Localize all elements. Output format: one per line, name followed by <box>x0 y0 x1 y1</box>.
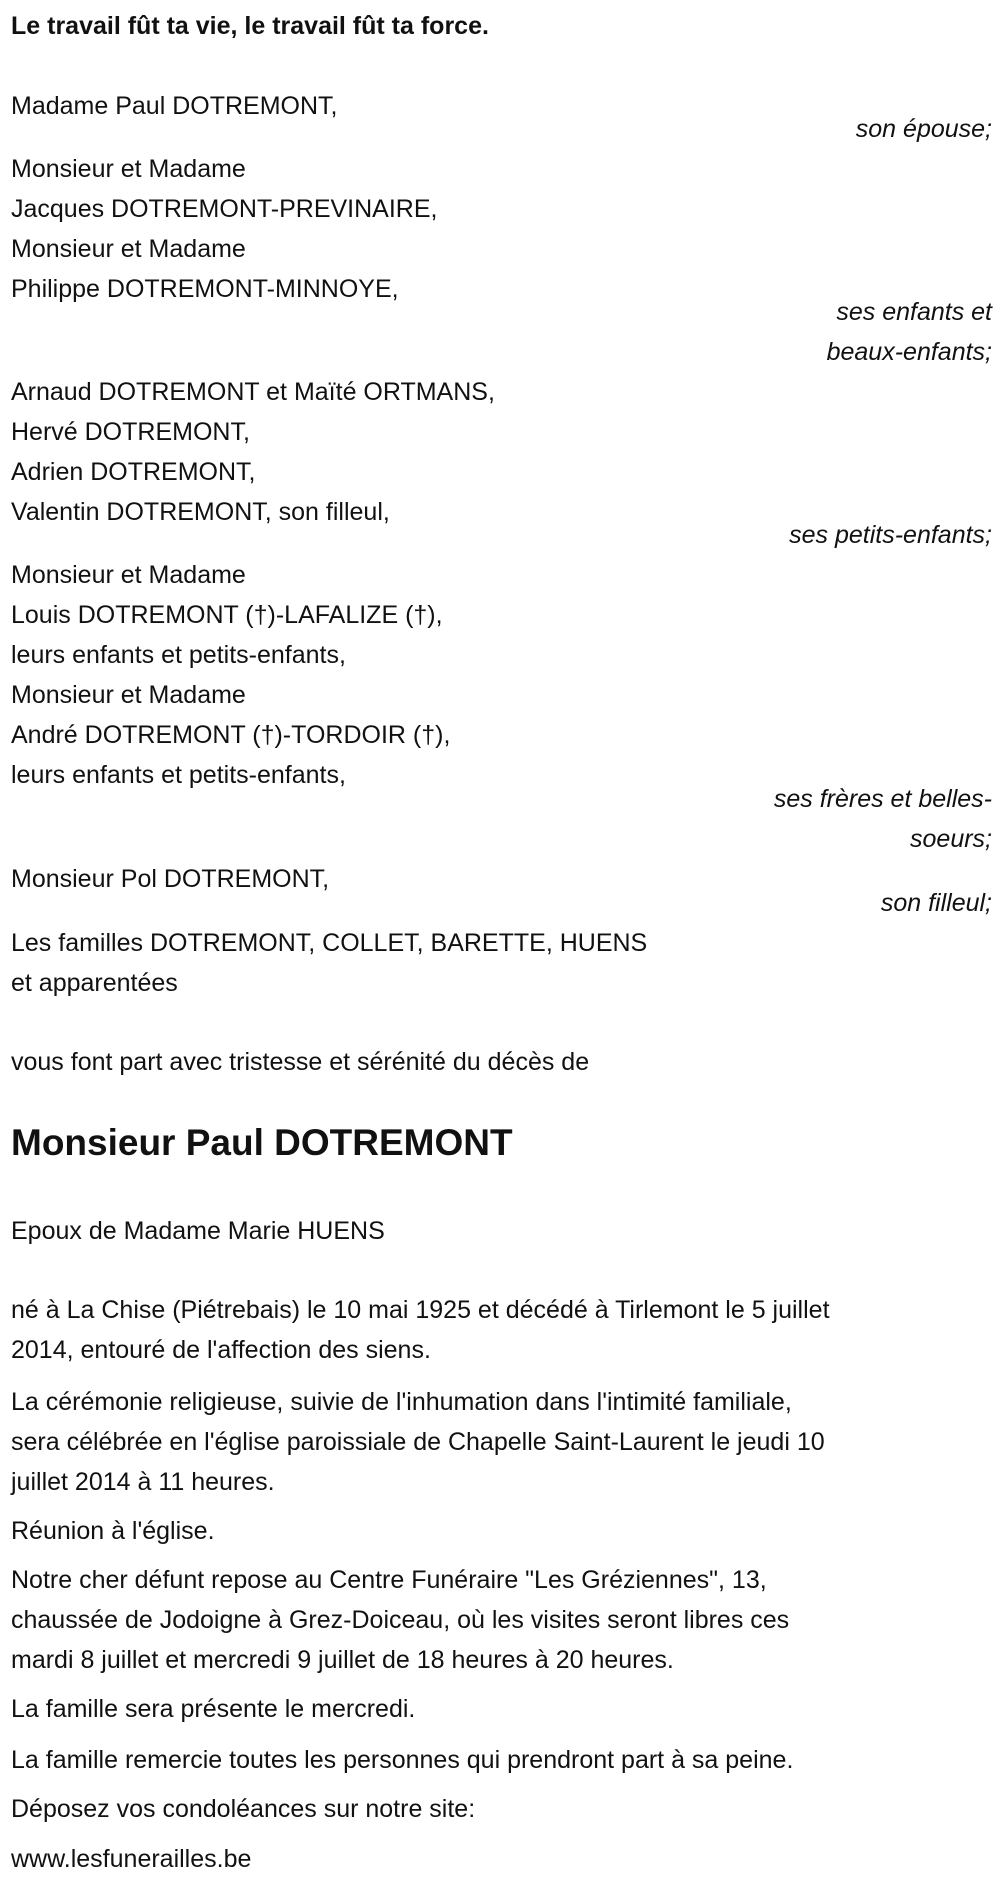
name-line: André DOTREMONT (†)-TORDOIR (†), <box>11 721 451 749</box>
relation-line: son filleul; <box>880 889 992 917</box>
paragraph-thanks <box>11 1740 793 1780</box>
relation-line: soeurs; <box>910 825 992 853</box>
name-line: Monsieur et Madame <box>11 681 246 709</box>
name-line: Jacques DOTREMONT-PREVINAIRE, <box>11 195 438 223</box>
paragraph-family-present <box>11 1689 415 1729</box>
name-line: Adrien DOTREMONT, <box>11 458 256 486</box>
family-names-families <box>11 923 647 1003</box>
spouse-text: Epoux de Madame Marie HUENS <box>11 1217 385 1245</box>
text-line: Réunion à l'église. <box>11 1517 215 1545</box>
name-line: Les familles DOTREMONT, COLLET, BARETTE, HUENS <box>11 929 648 957</box>
text-line: La famille remercie toutes les personnes qui prendront part à sa peine. <box>11 1746 794 1774</box>
family-names-godson <box>11 859 329 899</box>
relation-line: ses enfants et <box>836 298 992 326</box>
text-line: mardi 8 juillet et mercredi 9 juillet de 18 heures à 20 heures. <box>11 1646 674 1674</box>
relation-children <box>827 292 992 372</box>
relation-line: ses frères et belles- <box>773 785 992 813</box>
relation-line: son épouse; <box>855 115 992 143</box>
paragraph-birth-death <box>11 1290 830 1370</box>
name-line: Madame Paul DOTREMONT, <box>11 92 338 120</box>
deceased-name: Monsieur Paul DOTREMONT <box>11 1122 513 1163</box>
paragraph-ceremony <box>11 1382 825 1502</box>
name-line: Monsieur et Madame <box>11 235 246 263</box>
text-line: La famille sera présente le mercredi. <box>11 1695 416 1723</box>
paragraph-meeting <box>11 1511 215 1551</box>
paragraph-condolences <box>11 1789 475 1829</box>
family-names-children <box>11 149 437 309</box>
text-line: né à La Chise (Piétrebais) le 10 mai 1925 et décédé à Tirlemont le 5 juillet <box>11 1296 830 1324</box>
name-line: Arnaud DOTREMONT et Maïté ORTMANS, <box>11 378 495 406</box>
name-line: Philippe DOTREMONT-MINNOYE, <box>11 275 399 303</box>
family-names-siblings <box>11 555 450 795</box>
name-line: Hervé DOTREMONT, <box>11 418 250 446</box>
name-line: et apparentées <box>11 969 178 997</box>
relation-grandchildren <box>789 515 992 555</box>
name-line: Louis DOTREMONT (†)-LAFALIZE (†), <box>11 601 443 629</box>
text-line: juillet 2014 à 11 heures. <box>11 1468 275 1496</box>
epitaph-title: Le travail fût ta vie, le travail fût ta force. <box>11 12 489 40</box>
name-line: leurs enfants et petits-enfants, <box>11 641 346 669</box>
name-line: Monsieur et Madame <box>11 561 246 589</box>
text-line: chaussée de Jodoigne à Grez-Doiceau, où les visites seront libres ces <box>11 1606 790 1634</box>
announcement <box>11 1042 589 1082</box>
name-line: leurs enfants et petits-enfants, <box>11 761 346 789</box>
relation-siblings <box>774 779 992 859</box>
relation-line: beaux-enfants; <box>826 338 992 366</box>
text-line: 2014, entouré de l'affection des siens. <box>11 1336 431 1364</box>
text-line: Notre cher défunt repose au Centre Funéraire "Les Gréziennes", 13, <box>11 1566 767 1594</box>
family-names-grandchildren <box>11 372 495 532</box>
relation-godson <box>881 883 992 923</box>
website-text[interactable]: www.lesfunerailles.be <box>11 1845 252 1873</box>
website-link[interactable] <box>11 1839 251 1879</box>
announcement-text: vous font part avec tristesse et sérénité du décès de <box>11 1048 590 1076</box>
relation-line: ses petits-enfants; <box>789 521 992 549</box>
name-line: Valentin DOTREMONT, son filleul, <box>11 498 390 526</box>
name-line: Monsieur et Madame <box>11 155 246 183</box>
relation-spouse <box>856 109 992 149</box>
text-line: La cérémonie religieuse, suivie de l'inhumation dans l'intimité familiale, <box>11 1388 792 1416</box>
text-line: sera célébrée en l'église paroissiale de Chapelle Saint-Laurent le jeudi 10 <box>11 1428 825 1456</box>
name-line: Monsieur Pol DOTREMONT, <box>11 865 330 893</box>
family-names-spouse <box>11 86 337 126</box>
paragraph-funeral-home <box>11 1560 789 1680</box>
spouse-line <box>11 1211 385 1251</box>
text-line: Déposez vos condoléances sur notre site: <box>11 1795 476 1823</box>
